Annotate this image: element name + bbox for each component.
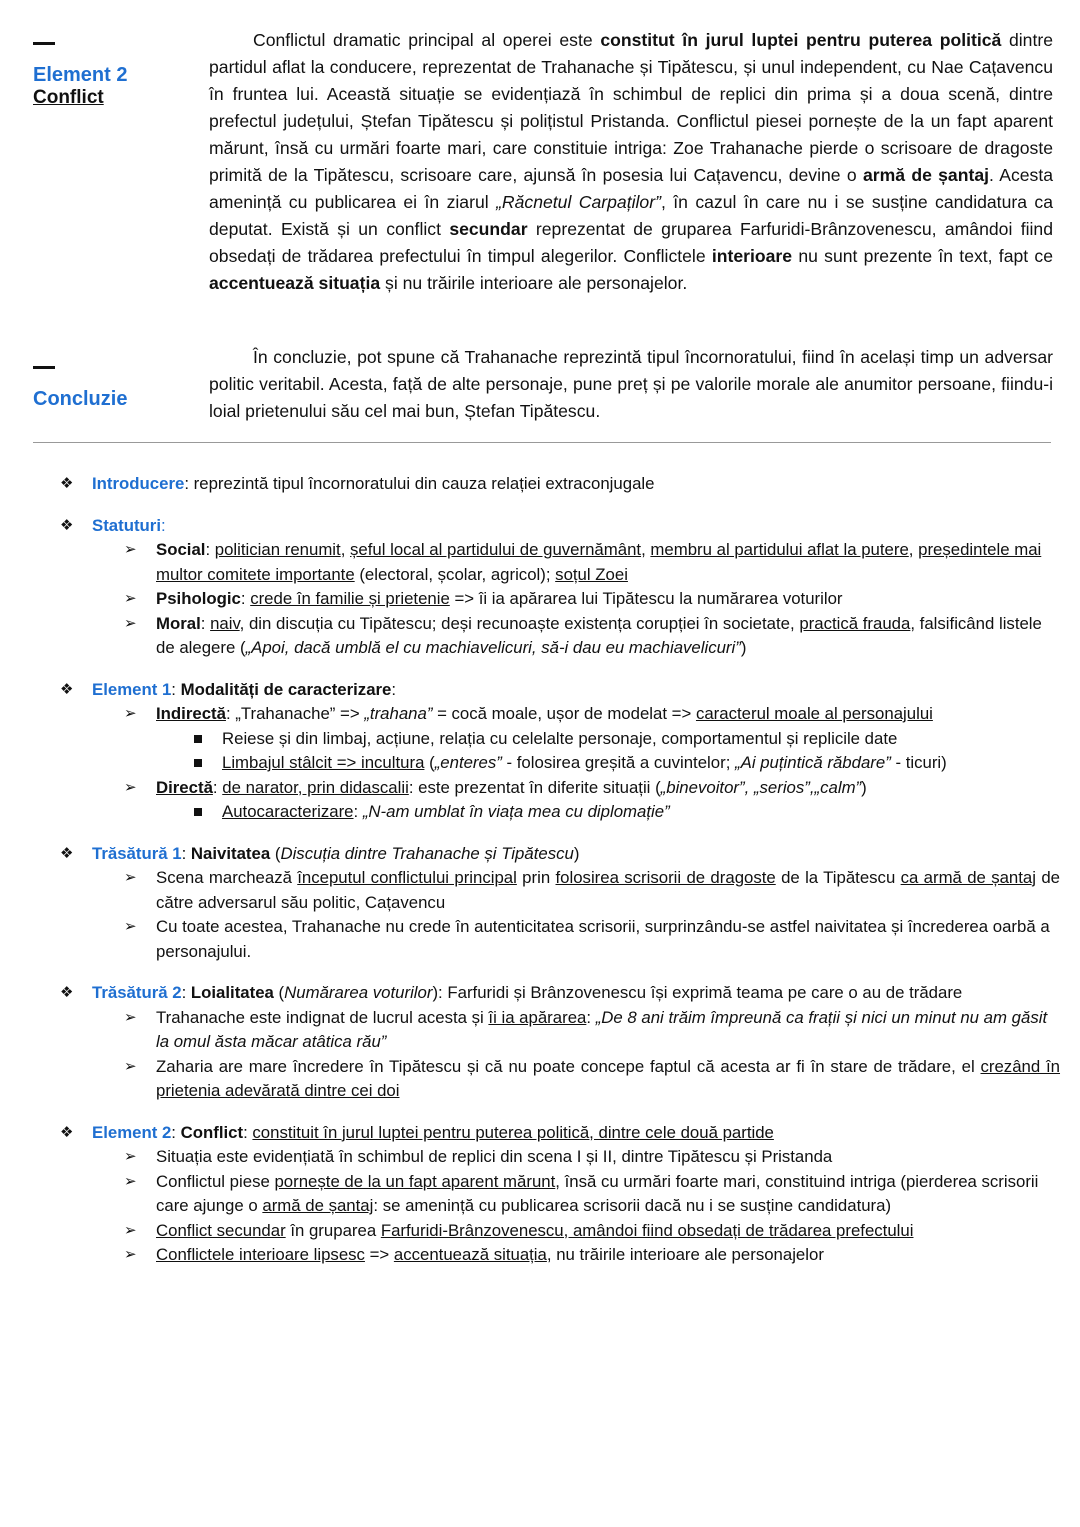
note-trasatura1: ❖ Trăsătură 1: Naivitatea (Discuția dintre Trahanache și Tipătescu) ➢ Scena marchează începutul conflictului principal prin folosirea scrisorii de dragoste de la Tipătescu ca armă de șantaj de către adversarul său politic, Cațavencu ➢ Cu toate acestea, Trahanache nu crede în autenticitatea scrisorii, surprinzându-se astfel naivitatea și încrederea oarbă a personajului. — [60, 842, 1060, 965]
list-item: Limbajul stâlcit => incultura („enteres” - folosirea greșită a cuvintelor; „Ai puțintică răbdare” - ticuri) — [60, 751, 1060, 776]
note-statuturi: ❖ Statuturi: ➢ Social: politician renumit, șeful local al partidului de guvernământ, membru al partidului aflat la putere, președintele mai multor comitete importante (electoral, școlar, agricol); soțul Zoei ➢ Psihologic: crede în familie și prietenie => îi ia apărarea lui Tipătescu la numărarea voturilor ➢ Moral: naiv, din discuția cu Tipătescu; deși recunoaște existența corupției în societate, practică frauda, falsificând listele de alegere („Apoi, dacă umblă el cu machiavelicuri, să-i dau eu machiavelicuri”) — [60, 514, 1060, 661]
list-item: ➢ Situația este evidențiată în schimbul de replici din scena I și II, dintre Tipătescu și Pristanda — [124, 1147, 833, 1166]
concluzie-sidebar — [33, 366, 203, 411]
list-item: ➢ Moral: naiv, din discuția cu Tipătescu; deși recunoaște existența corupției în societate, practică frauda, falsificând listele de alegere („Apoi, dacă umblă el cu machiavelicuri, să-i dau eu machiavelicuri”) — [124, 613, 1042, 657]
list-item: Reiese și din limbaj, acțiune, relația cu celelalte personaje, comportamentul și replicile date — [60, 727, 1060, 752]
list-item: Autocaracterizare: „N-am umblat în viața mea cu diplomație” — [60, 800, 1060, 825]
list-item: ➢ Cu toate acestea, Trahanache nu crede în autenticitatea scrisorii, surprinzându-se astfel naivitatea și încrederea oarbă a personajului. — [124, 917, 1050, 961]
list-item: ➢ Psihologic: crede în familie și prietenie => îi ia apărarea lui Tipătescu la numărarea voturilor — [124, 589, 843, 608]
list-item: ➢ Conflictele interioare lipsesc => accentuează situația, nu trăirile interioare ale personajelor — [124, 1245, 824, 1264]
note-introducere: ❖ Introducere: reprezintă tipul încornoratului din cauza relației extraconjugale — [60, 474, 655, 493]
element2-sidebar — [33, 42, 203, 109]
list-item: ➢ Social: politician renumit, șeful local al partidului de guvernământ, membru al partidului aflat la putere, președintele mai multor comitete importante (electoral, școlar, agricol); soțul Zoei — [124, 540, 1042, 584]
note-element2: ❖ Element 2: Conflict: constituit în jurul luptei pentru puterea politică, dintre cele două partide ➢ Situația este evidențiată în schimbul de replici din scena I și II, dintre Tipătescu și Pristanda ➢ Conflictul piese pornește de la un fapt aparent mărunt, însă cu urmări foarte mari, constituind intriga (pierderea scrisorii care ajunge o armă de șantaj: se amenință cu publicarea scrisorii dacă nu i se susține candidatura) ➢ Conflict secundar în gruparea Farfuridi-Brânzovenescu, amândoi fiind obsedați de trădarea prefectului ➢ Conflictele interioare lipsesc => accentuează situația, nu trăirile interioare ale personajelor — [60, 1121, 1060, 1268]
concluzie-section — [33, 344, 1053, 434]
section-subtitle: Conflict — [33, 87, 104, 108]
list-item: ➢ Directă: de narator, prin didascalii: este prezentat în diferite situații („binevoitor”, „serios”,„calm”) — [124, 777, 867, 797]
section-title: Element 2 — [33, 64, 128, 86]
list-item: ➢ Scena marchează începutul conflictului principal prin folosirea scrisorii de dragoste de la Tipătescu ca armă de șantaj de către adversarul său politic, Cațavencu — [124, 868, 1060, 912]
list-item: ➢ Indirectă: „Trahanache” => „trahana” = cocă moale, ușor de modelat => caracterul moale al personajului — [124, 704, 933, 723]
note-element1: ❖ Element 1: Modalități de caracterizare: ➢ Indirectă: „Trahanache” => „trahana” = cocă moale, ușor de modelat => caracterul moale al personajului Reiese și din limbaj, acțiune, relația cu celelalte personaje, comportamentul și replicile date Limbajul stâlcit => incultura („enteres” - folosirea greșită a cuvintelor; „Ai puțintică răbdare” - ticuri) ➢ Directă: de narator, prin didascalii: este prezentat în diferite situații („binevoitor”, „serios”,„calm”) Autocaracterizare: „N-am umblat în viața mea cu diplomație” — [60, 678, 1060, 825]
note-trasatura2: ❖ Trăsătură 2: Loialitatea (Numărarea voturilor): Farfuridi și Brânzovenescu își exprimă teama pe care o au de trădare ➢ Trahanache este indignat de lucrul acesta și îi ia apărarea: „De 8 ani trăim împreună ca frații și nici un minut nu am găsit la omul ăsta măcar atâtica rău” ➢ Zaharia are mare încredere în Tipătescu și că nu poate concepe faptul că acesta ar fi în stare de trădare, el crezând în prietenia adevărată dintre cei doi — [60, 981, 1060, 1104]
notes-list — [60, 472, 1060, 1285]
list-item: ➢ Conflictul piese pornește de la un fapt aparent mărunt, însă cu urmări foarte mari, constituind intriga (pierderea scrisorii care ajunge o armă de șantaj: se amenință cu publicarea scrisorii dacă nu i se susține candidatura) — [124, 1171, 1039, 1215]
element2-section — [33, 30, 1053, 330]
list-item: ➢ Trahanache este indignat de lucrul acesta și îi ia apărarea: „De 8 ani trăim împreună ca frații și nici un minut nu am găsit la omul ăsta măcar atâtica rău” — [124, 1007, 1048, 1051]
section-title: Concluzie — [33, 388, 128, 410]
section-dash — [33, 42, 55, 45]
list-item: ➢ Conflict secundar în gruparea Farfuridi-Brânzovenescu, amândoi fiind obsedați de trădarea prefectului — [124, 1220, 914, 1240]
list-item: ➢ Zaharia are mare încredere în Tipătescu și că nu poate concepe faptul că acesta ar fi în stare de trădare, el crezând în prietenia adevărată dintre cei doi — [124, 1056, 1061, 1100]
concluzie-paragraph: În concluzie, pot spune că Trahanache reprezintă tipul încornoratului, fiind în același timp un adversar politic veritabil. Acesta, față de alte personaje, pune preț și pe valorile morale ale anumitor persoane, fiindu-i loial prietenului său cel mai bun, Ștefan Tipătescu. — [209, 347, 1053, 421]
divider — [33, 442, 1051, 443]
section-dash — [33, 366, 55, 369]
element2-paragraph: Conflictul dramatic principal al operei este constitut în jurul luptei pentru puterea politică dintre partidul aflat la conducere, reprezentat de Trahanache și Tipătescu, și unul independent, cu Nae Cațavencu în fruntea lui. Această situație se evidențiază în schimbul de replici din prima și a doua scenă, dintre prefectul județului, Ștefan Tipătescu și polițistul Pristanda. Conflictul piesei pornește de la un fapt aparent mărunt, însă cu urmări foarte mari, care constituie intriga: Zoe Trahanache pierde o scrisoare de dragoste primită de la Tipătescu, scrisoare care, ajunsă în posesia lui Cațavencu, devine o armă de șantaj. Acesta amenință cu publicarea ei în ziarul „Răcnetul Carpaților”, în cazul în care nu i se susține candidatura ca deputat. Există și un conflict secundar reprezentat de gruparea Farfuridi-Brânzovenescu, amândoi fiind obsedați de trădarea prefectului în timpul alegerilor. Conflictele interioare nu sunt prezente în text, fapt ce accentuează situația și nu trăirile interioare ale personajelor. — [209, 30, 1053, 293]
